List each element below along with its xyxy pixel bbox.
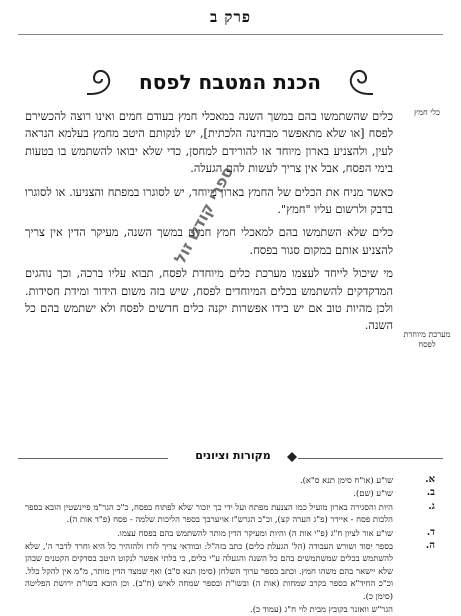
chapter-heading: פרק ב	[209, 8, 251, 26]
paragraph: מי שיכול לייחד לעצמו מערכת כלים מיוחדת לפסח, תבוא עליו ברכה, וכך נוהגים המדקדקים להשתמש בכלים המיוחדים לפסח, שיש בזה משום הידור ומידת חסידות. ולכן מהיות טוב אם יש בידו אפשרות יקנה כלים חדשים לפסח ולא ישתמש בהם כל השנה.	[25, 267, 393, 333]
sources-header	[18, 448, 443, 468]
title-frame	[100, 64, 360, 100]
footnote-letter: ה.	[425, 540, 435, 552]
footnote-text: שו"ע אור לציון ח"ג (פ"י אות ה) והיות ומעיקר הדין מותר להשתמש בהם בפסח עצמו.	[117, 527, 393, 538]
footnote	[25, 487, 435, 499]
left-flourish-icon	[86, 64, 116, 98]
footnote	[25, 540, 435, 602]
margin-note-passover-set: מערכת מיוחדת לפסח	[403, 330, 451, 349]
footnote-letter: ג.	[428, 500, 435, 512]
paragraph: כלים שלא השתמשו בהם למאכלי חמץ חמים במשך השנה, מעיקר הדין אין צריך להצניע אותם במקום סגור בפסח.	[25, 226, 393, 257]
footnote-text: בספר יסוד ושורש העבודה (הל' הגעלת כלים) כתב בזה"ל: ובוודאי צריך לזרז ולהזהיר כל היא וחרד לדבר ה', שלא להשתמש בכלים שמשתמשים בהם כל השנה והגעלה ע"י כלים, כי בלתי אפשר לנקוט היטב בסדקים הקטנים שבהן שלא יישאר בהם משהו חמץ. וכתב בספר ערוך השלחן (סימן תנא ס"ב) ואף שמצד הדין מותר, מ"מ אין להקל כלל. וכ"כ החיד"א בספר בקרב שמחות (אות ה) ובשו"ת ובספר שמחה לאיש (ח"ב). וכן הובא בשו"ת ירושת הפליטה (סימן כ).	[25, 541, 393, 601]
chapter-divider	[18, 34, 443, 35]
footnote-text: שו"ע (שם).	[353, 488, 393, 499]
footnote-letter: ד.	[426, 526, 435, 538]
footnote	[25, 527, 435, 539]
sources-title: מקורות וציונים	[168, 449, 298, 462]
watermark-stamp: ספרי קודש זול	[170, 163, 238, 267]
footnote-text: שו"ע (או"ח סימן תנא ס"א).	[299, 475, 393, 485]
footnote	[25, 501, 435, 526]
footnote-text: הגר"ש וואזנר בקובץ מבית לוי ח"ג (עמוד כ).	[250, 604, 393, 615]
paragraph: כאשר מניח את הכלים של החמץ בארון מיוחד, יש לסוגרו במפתח והצניעו. או לסוגרו בדבק ולרשום עליו "חמץ".	[25, 185, 393, 217]
footnote-letter: א.	[425, 474, 435, 485]
footnote	[25, 474, 435, 486]
footnote-text: היות והסגירה בארון מועיל כמו הצנעת מפתח ועל ידי כך יזכור שלא לפתוח בפסח, כ"כ הגר"מ פיינשטין הובא בספר הלכות פסח - איידר (פ"ג הערה קצ), וכ"כ הגרש"ז אויערבך בספר הליכות שלמה - פסח (פ"ד אות ה).	[25, 501, 393, 525]
diamond-ornament-icon	[286, 451, 298, 463]
paragraph: כלים שהשתמשו בהם במשך השנה במאכלי חמץ בעודם חמים ואינו רוצה להכשירם לפסח [או שלא מתאפשר מבחינה הלכתית], יש לנקותם היטב מחמץ בעלמא הנראה לעין, ולהצניע בארון מיוחד או להורידם למחסן, כדי שלא יבואו להשתמש בו בטעות בימי הפסח, אבל אין צריך לעשות להם הגעלה.	[25, 110, 393, 176]
footnote-letter: ב.	[426, 487, 435, 499]
margin-note-chametz-vessels: כלי חמץ	[414, 108, 440, 117]
section-title: הכנת המטבח לפסח	[138, 70, 322, 94]
footnotes	[25, 474, 435, 616]
footnote	[25, 603, 435, 615]
